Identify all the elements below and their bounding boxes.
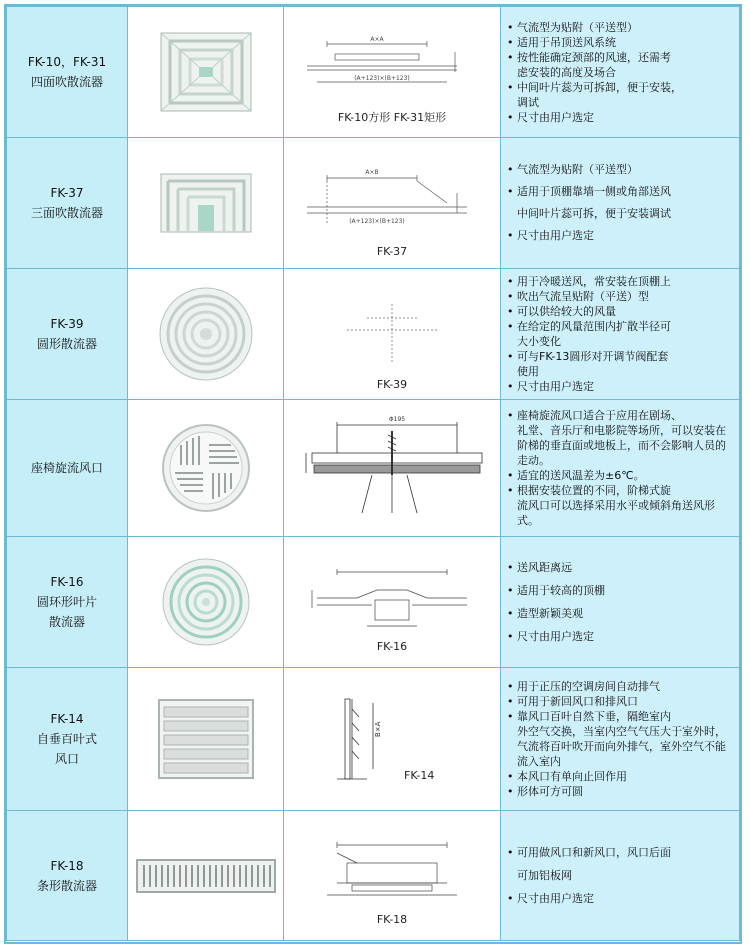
swirl-diffuser-drawing xyxy=(292,413,492,523)
description-cell xyxy=(501,7,740,138)
product-photo xyxy=(128,537,284,668)
feature-item: • 可与FK-13圆形对开调节阀配套 xyxy=(507,349,735,364)
product-photo xyxy=(128,811,284,941)
feature-item: • 形体可方可圆 xyxy=(507,784,735,799)
feature-item: • 尺寸由用户选定 xyxy=(507,225,735,247)
product-table xyxy=(6,6,740,941)
technical-drawing xyxy=(284,811,501,941)
model-label: FK-18 xyxy=(50,858,84,873)
product-name-cell xyxy=(7,138,128,269)
feature-item-continued: 可加铝板网 xyxy=(517,869,572,882)
product-label: 座椅旋流风口 xyxy=(30,461,103,475)
drawing-caption: FK-18 xyxy=(376,913,408,926)
drawing-caption: FK-39 xyxy=(376,378,408,391)
product-sheet xyxy=(4,4,742,944)
fk37-drawing xyxy=(297,163,487,243)
fk10-drawing xyxy=(297,32,487,112)
product-photo xyxy=(128,7,284,138)
table-row xyxy=(7,811,740,941)
fk39-drawing xyxy=(297,294,487,374)
feature-item: • 可以供给较大的风量 xyxy=(507,304,735,319)
product-name-cell xyxy=(7,7,128,138)
feature-item: • 气流型为贴附（平送型） xyxy=(507,159,735,181)
feature-item: • 根据安装位置的不同，阶梯式旋 xyxy=(507,483,735,498)
feature-item-continued: 大小变化 xyxy=(517,335,561,348)
feature-item: • 吹出气流呈贴附（平送）型 xyxy=(507,289,735,304)
feature-item-continued: 中间叶片蕊可拆，便于安装调试 xyxy=(517,207,671,220)
feature-item: • 用于正压的空调房间自动排气 xyxy=(507,679,735,694)
table-row xyxy=(7,269,740,400)
louver-grille-image xyxy=(158,699,254,779)
feature-item-continued: 礼堂、音乐厅和电影院等场所，可以安装在阶梯的垂直面或地板上，而不会影响人员的走动。 xyxy=(517,424,726,467)
feature-item: • 在给定的风量范围内扩散半径可 xyxy=(507,319,735,334)
feature-item: • 座椅旋流风口适合于应用在剧场、 xyxy=(507,408,735,423)
description-cell xyxy=(501,400,740,537)
product-label: 风口 xyxy=(54,752,79,766)
product-label: 条形散流器 xyxy=(36,878,97,893)
three-way-diffuser-image xyxy=(160,173,252,233)
description-cell xyxy=(501,537,740,668)
product-name-cell xyxy=(7,269,128,400)
product-label: 圆形散流器 xyxy=(36,337,97,351)
feature-item: • 按性能确定颈部的风速，还需考 xyxy=(507,50,735,65)
description-cell xyxy=(501,269,740,400)
description-cell xyxy=(501,138,740,269)
feature-item: • 适用于较高的顶棚 xyxy=(507,579,735,602)
feature-item: • 适宜的送风温差为±6℃。 xyxy=(507,468,735,483)
product-photo xyxy=(128,269,284,400)
product-label: 圆环形叶片 xyxy=(36,595,97,609)
feature-item: • 适用于吊顶送风系统 xyxy=(507,35,735,50)
product-photo xyxy=(128,138,284,269)
technical-drawing xyxy=(284,537,501,668)
product-label: 四面吹散流器 xyxy=(30,75,103,89)
model-label: FK-37 xyxy=(50,186,84,200)
table-row xyxy=(7,7,740,138)
product-photo xyxy=(128,668,284,811)
technical-drawing xyxy=(284,7,501,138)
table-row xyxy=(7,138,740,269)
feature-item-continued: 外空气交换，当室内空气气压大于室外时，气流将百叶吹开而向外排气，室外空气不能流入室内 xyxy=(517,725,726,768)
dimension-label: Φ195 xyxy=(388,416,406,423)
feature-item: • 适用于顶棚靠墙一侧或角部送风 xyxy=(507,181,735,203)
table-row xyxy=(7,668,740,811)
feature-item-continued: 使用 xyxy=(517,365,539,378)
dimension-label: A×A xyxy=(370,36,384,43)
description-cell xyxy=(501,811,740,941)
drawing-caption: FK-37 xyxy=(376,245,408,258)
drawing-caption: FK-10方形 FK-31矩形 xyxy=(337,111,447,124)
drawing-caption: FK-16 xyxy=(376,640,408,653)
feature-item: • 气流型为贴附（平送型） xyxy=(507,20,735,35)
model-label: FK-14 xyxy=(50,712,84,726)
feature-item: • 尺寸由用户选定 xyxy=(507,625,735,648)
swirl-diffuser-image xyxy=(161,423,251,513)
feature-item: • 尺寸由用户选定 xyxy=(507,887,735,910)
feature-item: • 造型新颖美观 xyxy=(507,602,735,625)
product-name-cell xyxy=(7,400,128,537)
feature-item: • 尺寸由用户选定 xyxy=(507,379,735,394)
technical-drawing xyxy=(284,400,501,537)
product-label: 散流器 xyxy=(48,615,85,629)
technical-drawing xyxy=(284,269,501,400)
feature-item-continued: 虑安装的高度及场合 xyxy=(517,65,616,79)
square-diffuser-image xyxy=(160,32,252,112)
feature-item: • 可用于新回风口和排风口 xyxy=(507,694,735,709)
model-label: FK-39 xyxy=(50,317,84,331)
feature-item-continued: 调试 xyxy=(517,95,539,109)
fk18-drawing xyxy=(297,833,487,918)
feature-item: • 可用做风口和新风口，风口后面 xyxy=(507,841,735,864)
model-label: FK-16 xyxy=(50,575,84,589)
product-photo xyxy=(128,400,284,537)
feature-item: • 用于冷暖送风，常安装在顶棚上 xyxy=(507,274,735,289)
technical-drawing xyxy=(284,668,501,811)
dimension-label: A×B xyxy=(365,169,379,176)
feature-item: • 中间叶片蕊为可拆卸，便于安装， xyxy=(507,80,735,95)
table-row xyxy=(7,400,740,537)
dimension-label: B×A xyxy=(374,721,382,737)
technical-drawing xyxy=(284,138,501,269)
product-label: 三面吹散流器 xyxy=(30,206,103,220)
feature-item: • 尺寸由用户选定 xyxy=(507,110,735,125)
linear-diffuser-image xyxy=(136,859,276,893)
round-diffuser-image xyxy=(158,286,254,382)
table-row xyxy=(7,537,740,668)
model-label: FK-10，FK-31 xyxy=(27,55,107,69)
dimension-label: (A+123)×(B+123) xyxy=(354,75,410,82)
fk16-drawing xyxy=(297,560,487,645)
product-name-cell xyxy=(7,811,128,941)
description-cell xyxy=(501,668,740,811)
feature-item: • 本风口有单向止回作用 xyxy=(507,769,735,784)
product-name-cell xyxy=(7,537,128,668)
product-name-cell xyxy=(7,668,128,811)
drawing-caption: FK-14 xyxy=(404,769,435,782)
feature-item: • 送风距离远 xyxy=(507,556,735,579)
feature-item: • 靠风口百叶自然下垂，隔绝室内 xyxy=(507,709,735,724)
dimension-label: (A+123)×(B+123) xyxy=(349,218,405,225)
fk14-drawing xyxy=(297,689,487,789)
feature-item-continued: 流风口可以选择采用水平或倾斜角送风形式。 xyxy=(517,499,715,527)
ring-diffuser-image xyxy=(161,557,251,647)
product-label: 自垂百叶式 xyxy=(36,732,97,746)
